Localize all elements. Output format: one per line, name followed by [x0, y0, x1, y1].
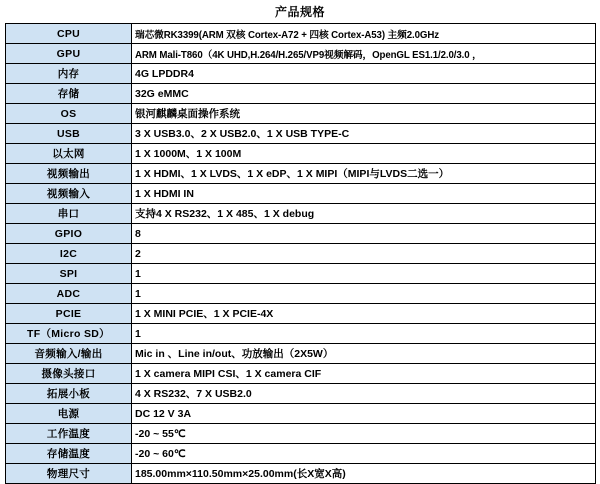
- spec-value: ARM Mali-T860（4K UHD,H.264/H.265/VP9视频解码，OpenGL ES1.1/2.0/3.0 ，: [132, 44, 596, 64]
- table-row: [6, 204, 596, 224]
- spec-label: 物理尺寸: [6, 464, 132, 484]
- spec-value: 1 X 1000M、1 X 100M: [132, 144, 596, 164]
- spec-label: 存储: [6, 84, 132, 104]
- table-row: [6, 244, 596, 264]
- spec-label: 视频输入: [6, 184, 132, 204]
- spec-label: 电源: [6, 404, 132, 424]
- table-row: [6, 444, 596, 464]
- spec-value: 1 X HDMI IN: [132, 184, 596, 204]
- spec-label: SPI: [6, 264, 132, 284]
- table-row: [6, 284, 596, 304]
- spec-value: 32G eMMC: [132, 84, 596, 104]
- table-row: [6, 404, 596, 424]
- spec-label: 拓展小板: [6, 384, 132, 404]
- spec-label: 摄像头接口: [6, 364, 132, 384]
- spec-label: OS: [6, 104, 132, 124]
- spec-label: USB: [6, 124, 132, 144]
- spec-value: 4G LPDDR4: [132, 64, 596, 84]
- spec-value: 1 X camera MIPI CSI、1 X camera CIF: [132, 364, 596, 384]
- table-row: [6, 344, 596, 364]
- table-row: [6, 184, 596, 204]
- table-row: [6, 384, 596, 404]
- page-title: 产品规格: [274, 5, 325, 19]
- spec-value: 瑞芯微RK3399(ARM 双核 Cortex-A72 + 四核 Cortex-A53) 主频2.0GHz: [132, 24, 596, 44]
- spec-value: -20 ~ 60℃: [132, 444, 596, 464]
- table-row: [6, 124, 596, 144]
- spec-value: 1 X HDMI、1 X LVDS、1 X eDP、1 X MIPI（MIPI与LVDS二选一）: [132, 164, 596, 184]
- spec-label: 以太网: [6, 144, 132, 164]
- spec-value: -20 ~ 55℃: [132, 424, 596, 444]
- spec-label: ADC: [6, 284, 132, 304]
- spec-value: Mic in 、Line in/out、功放输出（2X5W）: [132, 344, 596, 364]
- spec-value: 185.00mm×110.50mm×25.00mm(长X宽X高): [132, 464, 596, 484]
- spec-table-body: [6, 24, 596, 484]
- table-row: [6, 224, 596, 244]
- spec-value: 3 X USB3.0、2 X USB2.0、1 X USB TYPE-C: [132, 124, 596, 144]
- spec-value: 银河麒麟桌面操作系统: [132, 104, 596, 124]
- spec-label: PCIE: [6, 304, 132, 324]
- spec-label: 内存: [6, 64, 132, 84]
- spec-table: [5, 23, 596, 484]
- spec-label: 视频输出: [6, 164, 132, 184]
- spec-label: 串口: [6, 204, 132, 224]
- spec-label: GPIO: [6, 224, 132, 244]
- spec-value: 1 X MINI PCIE、1 X PCIE-4X: [132, 304, 596, 324]
- spec-label: GPU: [6, 44, 132, 64]
- spec-label: I2C: [6, 244, 132, 264]
- spec-label: CPU: [6, 24, 132, 44]
- table-row: [6, 324, 596, 344]
- table-row: [6, 424, 596, 444]
- table-row: [6, 264, 596, 284]
- table-row: [6, 24, 596, 44]
- table-row: [6, 44, 596, 64]
- spec-value: 1: [132, 264, 596, 284]
- table-row: [6, 364, 596, 384]
- table-row: [6, 64, 596, 84]
- table-row: [6, 104, 596, 124]
- spec-label: TF（Micro SD）: [6, 324, 132, 344]
- table-row: [6, 164, 596, 184]
- spec-label: 存储温度: [6, 444, 132, 464]
- spec-value: 支持4 X RS232、1 X 485、1 X debug: [132, 204, 596, 224]
- table-row: [6, 304, 596, 324]
- spec-value: 2: [132, 244, 596, 264]
- spec-value: 1: [132, 284, 596, 304]
- spec-value: DC 12 V 3A: [132, 404, 596, 424]
- spec-label: 音频输入/输出: [6, 344, 132, 364]
- table-row: [6, 84, 596, 104]
- spec-value: 4 X RS232、7 X USB2.0: [132, 384, 596, 404]
- spec-value: 8: [132, 224, 596, 244]
- spec-value: 1: [132, 324, 596, 344]
- table-row: [6, 464, 596, 484]
- spec-label: 工作温度: [6, 424, 132, 444]
- table-row: [6, 144, 596, 164]
